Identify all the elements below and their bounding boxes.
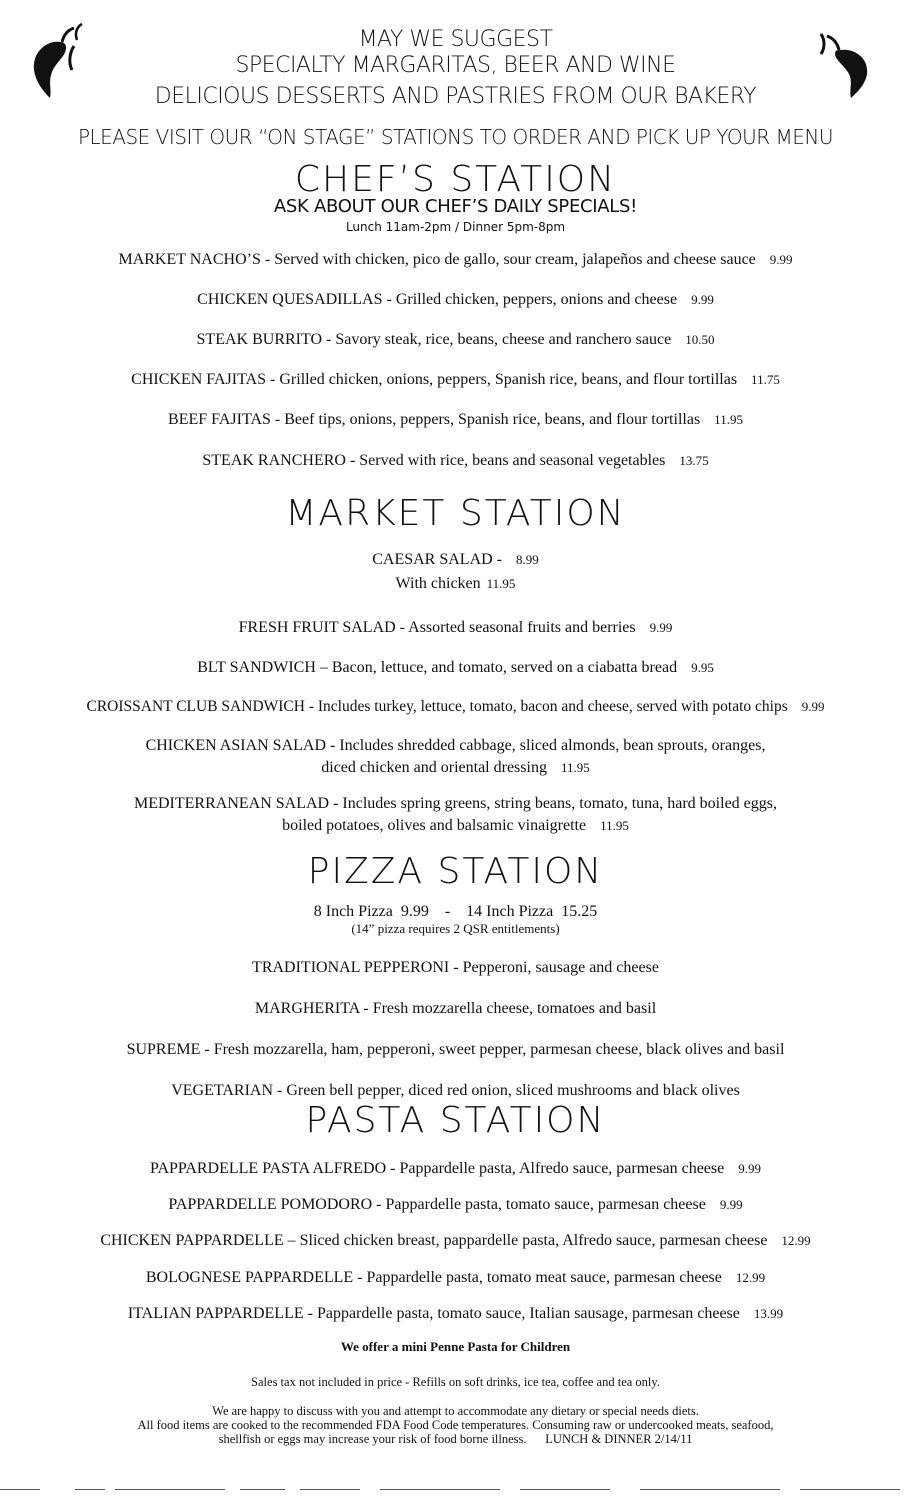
item-name: PAPPARDELLE POMODORO -	[168, 1196, 382, 1213]
item-desc: Includes spring greens, string beans, tomato, tuna, hard boiled eggs,	[342, 795, 777, 812]
pasta-station-title: PASTA STATION	[305, 1100, 606, 1141]
menu-item	[0, 1230, 911, 1252]
header-instructions: PLEASE VISIT OUR “ON STAGE” STATIONS TO ORDER AND PICK UP YOUR MENU	[77, 125, 834, 149]
item-desc: boiled potatoes, olives and balsamic vinaigrette	[282, 817, 587, 834]
item-desc: Includes turkey, lettuce, tomato, bacon and cheese, served with potato chips	[317, 698, 788, 715]
item-name: SUPREME -	[126, 1041, 210, 1058]
pizza-sizes	[0, 901, 911, 923]
menu-item	[0, 1039, 911, 1061]
chefs-specials-subtitle: ASK ABOUT OUR CHEF’S DAILY SPECIALS!	[273, 196, 638, 217]
item-name: CROISSANT CLUB SANDWICH -	[86, 698, 314, 715]
item-name: BOLOGNESE PAPPARDELLE -	[145, 1269, 363, 1286]
item-name: CAESAR SALAD -	[372, 551, 503, 568]
item-desc: Sliced chicken breast, pappardelle pasta, Alfredo sauce, parmesan cheese	[299, 1232, 768, 1249]
item-desc: Green bell pepper, diced red onion, sliced mushrooms and black olives	[286, 1082, 740, 1099]
item-price: 11.95	[560, 760, 590, 775]
item-price: 9.99	[738, 1161, 761, 1176]
header-line: MAY WE SUGGEST	[358, 27, 553, 52]
item-name: CHICKEN FAJITAS -	[131, 371, 276, 388]
menu-item	[0, 369, 911, 391]
header-line: SPECIALTY MARGARITAS, BEER AND WINE	[235, 53, 676, 78]
header-line: DELICIOUS DESSERTS AND PASTRIES FROM OUR BAKERY	[154, 84, 757, 109]
item-name: MARGHERITA -	[254, 1000, 369, 1017]
scan-artifact	[380, 1489, 500, 1490]
diet-note: We are happy to discuss with you and attempt to accommodate any dietary or special needs diets.	[212, 1404, 699, 1418]
menu-item	[0, 1303, 911, 1325]
item-desc: Includes shredded cabbage, sliced almonds, bean sprouts, oranges,	[339, 737, 766, 754]
menu-item	[0, 409, 911, 431]
menu-item	[0, 657, 911, 679]
item-desc: Grilled chicken, peppers, onions and cheese	[395, 291, 678, 308]
scan-artifact	[0, 1489, 40, 1490]
item-price: 12.99	[781, 1233, 811, 1248]
item-desc: diced chicken and oriental dressing	[321, 759, 547, 776]
chefs-station-title: CHEF’S STATION	[294, 159, 617, 200]
pizza-price: 9.99	[400, 903, 429, 920]
menu-item	[0, 998, 911, 1020]
item-name: MEDITERRANEAN SALAD -	[133, 795, 339, 812]
pizza-station-title: PIZZA STATION	[307, 851, 604, 892]
pizza-price: 15.25	[561, 903, 598, 920]
item-price: 13.99	[753, 1306, 784, 1321]
menu-item	[0, 549, 911, 571]
item-price: 11.95	[600, 818, 629, 833]
item-desc: Pappardelle pasta, tomato meat sauce, parmesan cheese	[366, 1269, 722, 1286]
station-hours: Lunch 11am-2pm / Dinner 5pm-8pm	[345, 220, 566, 234]
item-name: CHICKEN PAPPARDELLE –	[100, 1232, 296, 1249]
item-price: 11.95	[714, 412, 743, 427]
item-name: ITALIAN PAPPARDELLE -	[127, 1305, 313, 1322]
item-price: 11.75	[751, 372, 780, 387]
item-desc: Served with rice, beans and seasonal vegetables	[359, 452, 666, 469]
pizza-size: 8 Inch Pizza	[313, 903, 393, 920]
menu-date: LUNCH & DINNER 2/14/11	[545, 1432, 693, 1446]
item-price: 10.50	[685, 332, 715, 347]
menu-item	[0, 957, 911, 979]
scan-artifact	[75, 1489, 105, 1490]
item-price: 11.95	[486, 576, 516, 591]
item-desc: Savory steak, rice, beans, cheese and ranchero sauce	[335, 331, 672, 348]
item-price: 9.99	[769, 252, 793, 267]
item-desc: Beef tips, onions, peppers, Spanish rice, beans, and flour tortillas	[284, 411, 701, 428]
item-name: STEAK RANCHERO -	[202, 452, 356, 469]
fda-note: All food items are cooked to the recommended FDA Food Code temperatures. Consuming raw or undercooked meats, seafood,	[137, 1418, 774, 1432]
separator: -	[444, 903, 451, 920]
menu-item	[0, 249, 911, 271]
item-name: VEGETARIAN -	[171, 1082, 283, 1099]
menu-item	[0, 1267, 911, 1289]
item-name: CHICKEN QUESADILLAS -	[197, 291, 392, 308]
scan-artifact	[520, 1489, 610, 1490]
scan-artifact	[115, 1489, 225, 1490]
scan-artifact	[240, 1489, 285, 1490]
item-desc: Pappardelle pasta, tomato sauce, Italian sausage, parmesan cheese	[316, 1305, 740, 1322]
pizza-note: (14” pizza requires 2 QSR entitlements)	[351, 921, 560, 936]
menu-item	[0, 1158, 911, 1180]
item-name: BLT SANDWICH –	[197, 659, 328, 676]
fda-note	[0, 1432, 911, 1446]
item-name: BEEF FAJITAS -	[168, 411, 281, 428]
menu-item	[0, 450, 911, 472]
children-note: We offer a mini Penne Pasta for Children	[340, 1339, 571, 1354]
item-price: 8.99	[516, 552, 539, 567]
item-price: 13.75	[679, 453, 709, 468]
menu-item	[0, 329, 911, 351]
menu-item	[0, 1080, 911, 1102]
item-price: 9.99	[649, 620, 673, 635]
item-desc: Pappardelle pasta, Alfredo sauce, parmesan cheese	[399, 1160, 725, 1177]
scan-artifact	[300, 1489, 360, 1490]
item-price: 9.99	[719, 1197, 743, 1212]
item-desc: Served with chicken, pico de gallo, sour cream, jalapeños and cheese sauce	[274, 251, 756, 268]
item-name: FRESH FRUIT SALAD -	[238, 619, 406, 636]
pizza-size: 14 Inch Pizza	[466, 903, 554, 920]
menu-item	[0, 617, 911, 639]
item-price: 9.99	[801, 699, 825, 714]
menu-item	[0, 1194, 911, 1216]
item-name: PAPPARDELLE PASTA ALFREDO -	[150, 1160, 396, 1177]
item-name: TRADITIONAL PEPPERONI -	[252, 959, 459, 976]
item-name: MARKET NACHO’S -	[118, 251, 271, 268]
item-desc: Bacon, lettuce, and tomato, served on a ciabatta bread	[331, 659, 678, 676]
scan-artifact	[800, 1489, 900, 1490]
menu-item	[0, 289, 911, 311]
item-name: CHICKEN ASIAN SALAD -	[145, 737, 336, 754]
menu-item-variant	[0, 573, 911, 595]
menu-item	[0, 696, 911, 718]
scan-artifact	[640, 1489, 780, 1490]
item-name: STEAK BURRITO -	[196, 331, 332, 348]
tax-note: Sales tax not included in price - Refills on soft drinks, ice tea, coffee and tea only.	[251, 1375, 660, 1389]
menu-item	[0, 793, 911, 837]
item-desc: Assorted seasonal fruits and berries	[408, 619, 636, 636]
item-desc: Grilled chicken, onions, peppers, Spanish rice, beans, and flour tortillas	[279, 371, 738, 388]
item-desc: Pappardelle pasta, tomato sauce, parmesan cheese	[385, 1196, 706, 1213]
item-price: 9.95	[691, 660, 714, 675]
fda-note-line: shellfish or eggs may increase your risk of food borne illness.	[218, 1432, 527, 1446]
item-price: 9.99	[691, 292, 714, 307]
market-station-title: MARKET STATION	[285, 493, 626, 534]
item-desc: Fresh mozzarella cheese, tomatoes and basil	[372, 1000, 657, 1017]
item-price: 12.99	[735, 1270, 766, 1285]
menu-item	[0, 735, 911, 779]
item-desc: Fresh mozzarella, ham, pepperoni, sweet pepper, parmesan cheese, black olives and basil	[213, 1041, 785, 1058]
item-desc: Pepperoni, sausage and cheese	[462, 959, 659, 976]
item-name: With chicken	[395, 575, 481, 592]
